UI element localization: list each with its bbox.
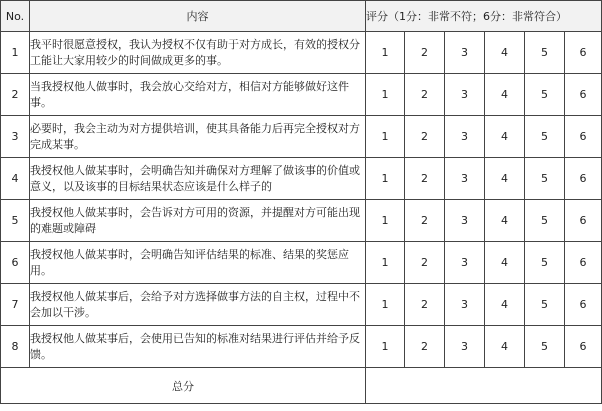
score-option-5[interactable]: 5	[525, 32, 565, 74]
score-option-5[interactable]: 5	[525, 200, 565, 242]
score-option-1[interactable]: 1	[366, 242, 405, 284]
score-option-1[interactable]: 1	[366, 284, 405, 326]
table-row	[1, 74, 602, 116]
score-option-5[interactable]: 5	[525, 284, 565, 326]
score-option-4[interactable]: 4	[485, 158, 525, 200]
item-statement: 我授权他人做某事时，会告诉对方可用的资源，并提醒对方可能出现的难题或障碍	[30, 200, 366, 242]
table-row	[1, 242, 602, 284]
score-option-2[interactable]: 2	[405, 326, 445, 368]
score-option-1[interactable]: 1	[366, 200, 405, 242]
item-number: 2	[1, 74, 30, 116]
score-option-6[interactable]: 6	[565, 326, 602, 368]
table-row	[1, 200, 602, 242]
score-option-3[interactable]: 3	[445, 242, 485, 284]
total-score-cell[interactable]	[366, 368, 602, 404]
header-no: No.	[1, 1, 30, 32]
item-statement: 我平时很愿意授权，我认为授权不仅有助于对方成长，有效的授权分工能让大家用较少的时间做成更多的事。	[30, 32, 366, 74]
header-rating: 评分（1分：非常不符；6分：非常符合）	[366, 1, 602, 32]
table-row	[1, 326, 602, 368]
score-option-6[interactable]: 6	[565, 242, 602, 284]
item-statement: 必要时，我会主动为对方提供培训，使其具备能力后再完全授权对方完成某事。	[30, 116, 366, 158]
score-option-1[interactable]: 1	[366, 158, 405, 200]
score-option-2[interactable]: 2	[405, 284, 445, 326]
total-row	[1, 368, 602, 404]
score-option-4[interactable]: 4	[485, 74, 525, 116]
score-option-6[interactable]: 6	[565, 284, 602, 326]
item-number: 5	[1, 200, 30, 242]
score-option-5[interactable]: 5	[525, 242, 565, 284]
header-content: 内容	[30, 1, 366, 32]
score-option-2[interactable]: 2	[405, 242, 445, 284]
score-option-6[interactable]: 6	[565, 32, 602, 74]
score-option-3[interactable]: 3	[445, 284, 485, 326]
item-statement: 我授权他人做某事时，会明确告知评估结果的标准、结果的奖惩应用。	[30, 242, 366, 284]
item-statement: 我授权他人做某事后，会使用已告知的标准对结果进行评估并给予反馈。	[30, 326, 366, 368]
score-option-2[interactable]: 2	[405, 200, 445, 242]
score-option-2[interactable]: 2	[405, 74, 445, 116]
score-option-1[interactable]: 1	[366, 326, 405, 368]
score-option-1[interactable]: 1	[366, 74, 405, 116]
item-statement: 我授权他人做某事后，会给予对方选择做事方法的自主权，过程中不会加以干涉。	[30, 284, 366, 326]
table-row	[1, 158, 602, 200]
score-option-4[interactable]: 4	[485, 32, 525, 74]
table-row	[1, 284, 602, 326]
item-number: 8	[1, 326, 30, 368]
score-option-4[interactable]: 4	[485, 326, 525, 368]
header-row	[1, 1, 602, 32]
table-row	[1, 116, 602, 158]
item-number: 1	[1, 32, 30, 74]
score-option-3[interactable]: 3	[445, 32, 485, 74]
item-number: 3	[1, 116, 30, 158]
item-statement: 我授权他人做某事时，会明确告知并确保对方理解了做该事的价值或意义，以及该事的目标结果状态应该是什么样子的	[30, 158, 366, 200]
score-option-4[interactable]: 4	[485, 116, 525, 158]
score-option-3[interactable]: 3	[445, 200, 485, 242]
table-row	[1, 32, 602, 74]
score-option-5[interactable]: 5	[525, 116, 565, 158]
item-number: 6	[1, 242, 30, 284]
score-option-6[interactable]: 6	[565, 158, 602, 200]
item-number: 4	[1, 158, 30, 200]
score-option-1[interactable]: 1	[366, 32, 405, 74]
score-option-6[interactable]: 6	[565, 74, 602, 116]
score-option-3[interactable]: 3	[445, 326, 485, 368]
score-option-4[interactable]: 4	[485, 200, 525, 242]
score-option-6[interactable]: 6	[565, 200, 602, 242]
score-option-1[interactable]: 1	[366, 116, 405, 158]
total-label: 总分	[1, 368, 366, 404]
item-number: 7	[1, 284, 30, 326]
item-statement: 当我授权他人做事时，我会放心交给对方，相信对方能够做好这件事。	[30, 74, 366, 116]
score-option-3[interactable]: 3	[445, 116, 485, 158]
score-option-5[interactable]: 5	[525, 74, 565, 116]
score-option-2[interactable]: 2	[405, 116, 445, 158]
score-option-2[interactable]: 2	[405, 32, 445, 74]
score-option-4[interactable]: 4	[485, 284, 525, 326]
score-option-2[interactable]: 2	[405, 158, 445, 200]
score-option-5[interactable]: 5	[525, 326, 565, 368]
score-option-5[interactable]: 5	[525, 158, 565, 200]
score-option-4[interactable]: 4	[485, 242, 525, 284]
score-option-3[interactable]: 3	[445, 158, 485, 200]
score-option-3[interactable]: 3	[445, 74, 485, 116]
score-option-6[interactable]: 6	[565, 116, 602, 158]
